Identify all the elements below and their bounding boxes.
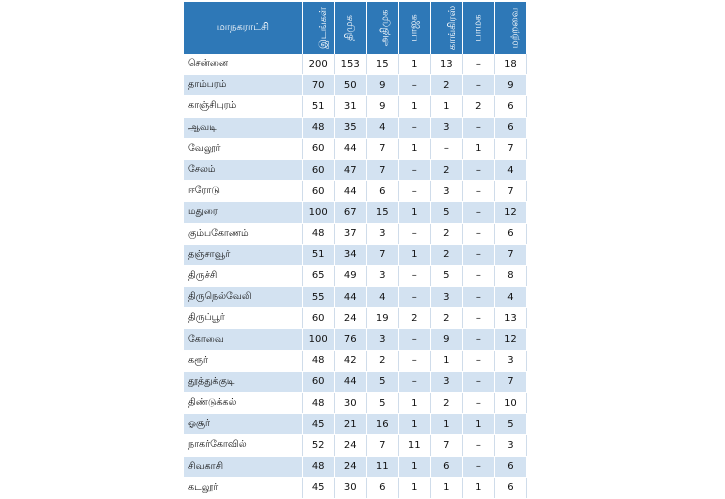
column-header-label: அதிமுக (379, 9, 391, 47)
seat-count-cell: 3 (494, 350, 526, 371)
seat-count-cell: – (398, 223, 430, 244)
seat-count-cell: 76 (334, 329, 366, 350)
seat-count-cell: – (462, 117, 494, 138)
seat-count-cell: 1 (430, 96, 462, 117)
seat-count-cell: 100 (302, 329, 334, 350)
seat-count-cell: – (398, 117, 430, 138)
column-header-label: பாஜக (408, 14, 420, 42)
seat-count-cell: – (462, 287, 494, 308)
corporation-name-cell: கரூர் (184, 350, 302, 371)
seat-count-cell: – (398, 265, 430, 286)
seat-count-cell: 60 (302, 308, 334, 329)
seat-count-cell: 6 (430, 456, 462, 477)
seat-count-cell: 3 (430, 287, 462, 308)
seat-count-cell: – (398, 371, 430, 392)
seat-count-cell: 60 (302, 181, 334, 202)
seat-count-cell: 45 (302, 414, 334, 435)
header-pmk (462, 2, 494, 54)
table-row (184, 456, 527, 477)
seat-count-cell: 1 (398, 477, 430, 498)
seat-count-cell: – (398, 329, 430, 350)
header-bjp (398, 2, 430, 54)
seat-count-cell: 1 (430, 350, 462, 371)
corporation-name-cell: தஞ்சாவூர் (184, 244, 302, 265)
seat-count-cell: 7 (430, 435, 462, 456)
corporation-name-cell: காஞ்சிபுரம் (184, 96, 302, 117)
seat-count-cell: 60 (302, 138, 334, 159)
seat-count-cell: 30 (334, 477, 366, 498)
seat-count-cell: 1 (398, 96, 430, 117)
table-row (184, 287, 527, 308)
seat-count-cell: – (462, 393, 494, 414)
table-row (184, 159, 527, 180)
table-row (184, 181, 527, 202)
column-header-label: இடங்கள் (317, 7, 329, 49)
column-header-label: திமுக (344, 15, 356, 41)
seat-count-cell: 1 (398, 244, 430, 265)
column-header-label: பாமக (472, 14, 484, 42)
seat-count-cell: – (398, 287, 430, 308)
seat-count-cell: 48 (302, 393, 334, 414)
seat-count-cell: – (462, 244, 494, 265)
header-others (494, 2, 526, 54)
seat-count-cell: 7 (366, 138, 398, 159)
table-row (184, 393, 527, 414)
seat-count-cell: 6 (366, 477, 398, 498)
header-corporation (184, 2, 302, 54)
seat-count-cell: – (462, 202, 494, 223)
corporation-name-cell: வேலூர் (184, 138, 302, 159)
seat-count-cell: – (462, 329, 494, 350)
seat-count-cell: 3 (430, 117, 462, 138)
table-row (184, 202, 527, 223)
corporation-name-cell: கும்பகோணம் (184, 223, 302, 244)
corporation-name-cell: ஆவடி (184, 117, 302, 138)
seat-count-cell: 2 (462, 96, 494, 117)
seat-count-cell: 51 (302, 244, 334, 265)
seat-count-cell: – (398, 350, 430, 371)
seat-count-cell: 1 (398, 456, 430, 477)
seat-count-cell: 50 (334, 75, 366, 96)
table-body (184, 54, 527, 498)
corporation-name-cell: மதுரை (184, 202, 302, 223)
seat-count-cell: – (462, 181, 494, 202)
seat-count-cell: 65 (302, 265, 334, 286)
corporation-name-cell: கோவை (184, 329, 302, 350)
results-table (184, 2, 527, 499)
corporation-name-cell: நாகர்கோவில் (184, 435, 302, 456)
seat-count-cell: 2 (430, 244, 462, 265)
seat-count-cell: 37 (334, 223, 366, 244)
seat-count-cell: 52 (302, 435, 334, 456)
corporation-name-cell: ஓசூர் (184, 414, 302, 435)
seat-count-cell: 5 (366, 371, 398, 392)
header-admk (366, 2, 398, 54)
seat-count-cell: 1 (398, 414, 430, 435)
table-row (184, 265, 527, 286)
table-row (184, 414, 527, 435)
seat-count-cell: 30 (334, 393, 366, 414)
header-seats (302, 2, 334, 54)
seat-count-cell: 1 (462, 138, 494, 159)
seat-count-cell: – (462, 350, 494, 371)
seat-count-cell: 6 (494, 96, 526, 117)
seat-count-cell: 2 (430, 75, 462, 96)
table-row (184, 350, 527, 371)
seat-count-cell: 10 (494, 393, 526, 414)
seat-count-cell: 48 (302, 117, 334, 138)
table-row (184, 435, 527, 456)
seat-count-cell: – (462, 308, 494, 329)
seat-count-cell: 2 (430, 308, 462, 329)
table-row (184, 477, 527, 498)
seat-count-cell: 5 (430, 265, 462, 286)
seat-count-cell: 24 (334, 456, 366, 477)
seat-count-cell: 6 (494, 477, 526, 498)
corporation-name-cell: திண்டுக்கல் (184, 393, 302, 414)
seat-count-cell: 7 (366, 159, 398, 180)
header-dmk (334, 2, 366, 54)
seat-count-cell: 31 (334, 96, 366, 117)
seat-count-cell: 18 (494, 54, 526, 75)
seat-count-cell: 15 (366, 54, 398, 75)
seat-count-cell: 7 (494, 138, 526, 159)
seat-count-cell: 12 (494, 202, 526, 223)
seat-count-cell: 100 (302, 202, 334, 223)
seat-count-cell: 3 (430, 181, 462, 202)
seat-count-cell: – (462, 456, 494, 477)
seat-count-cell: 1 (398, 138, 430, 159)
seat-count-cell: 24 (334, 308, 366, 329)
corporation-name-cell: திருப்பூர் (184, 308, 302, 329)
seat-count-cell: 51 (302, 96, 334, 117)
table-row (184, 329, 527, 350)
seat-count-cell: 1 (462, 414, 494, 435)
seat-count-cell: – (462, 371, 494, 392)
table-row (184, 371, 527, 392)
seat-count-cell: 6 (494, 223, 526, 244)
seat-count-cell: – (462, 54, 494, 75)
seat-count-cell: 4 (366, 117, 398, 138)
seat-count-cell: 12 (494, 329, 526, 350)
seat-count-cell: 47 (334, 159, 366, 180)
seat-count-cell: 1 (398, 393, 430, 414)
seat-count-cell: 60 (302, 159, 334, 180)
seat-count-cell: – (462, 159, 494, 180)
seat-count-cell: 1 (430, 414, 462, 435)
seat-count-cell: – (398, 159, 430, 180)
seat-count-cell: – (430, 138, 462, 159)
seat-count-cell: 15 (366, 202, 398, 223)
seat-count-cell: 3 (430, 371, 462, 392)
seat-count-cell: 1 (430, 477, 462, 498)
table-row (184, 96, 527, 117)
corporation-name-cell: திருநெல்வேலி (184, 287, 302, 308)
seat-count-cell: 8 (494, 265, 526, 286)
seat-count-cell: 48 (302, 456, 334, 477)
seat-count-cell: 7 (494, 244, 526, 265)
column-header-label: மற்றவை (509, 7, 521, 49)
seat-count-cell: 48 (302, 223, 334, 244)
seat-count-cell: 55 (302, 287, 334, 308)
seat-count-cell: 49 (334, 265, 366, 286)
seat-count-cell: 2 (430, 393, 462, 414)
column-header-label: காங்கிரஸ் (447, 5, 459, 51)
table-row (184, 223, 527, 244)
seat-count-cell: 44 (334, 371, 366, 392)
seat-count-cell: 2 (430, 223, 462, 244)
corporation-name-cell: சிவகாசி (184, 456, 302, 477)
seat-count-cell: 1 (462, 477, 494, 498)
seat-count-cell: 13 (494, 308, 526, 329)
seat-count-cell: 5 (430, 202, 462, 223)
seat-count-cell: 9 (366, 96, 398, 117)
seat-count-cell: – (462, 435, 494, 456)
seat-count-cell: 7 (366, 244, 398, 265)
table-row (184, 138, 527, 159)
seat-count-cell: 153 (334, 54, 366, 75)
corporation-name-cell: தூத்துக்குடி (184, 371, 302, 392)
seat-count-cell: 4 (494, 159, 526, 180)
seat-count-cell: 9 (494, 75, 526, 96)
seat-count-cell: 19 (366, 308, 398, 329)
seat-count-cell: 44 (334, 287, 366, 308)
seat-count-cell: 70 (302, 75, 334, 96)
seat-count-cell: 2 (398, 308, 430, 329)
seat-count-cell: 3 (494, 435, 526, 456)
seat-count-cell: 67 (334, 202, 366, 223)
seat-count-cell: 3 (366, 329, 398, 350)
results-table-container (184, 2, 527, 499)
seat-count-cell: 200 (302, 54, 334, 75)
corporation-name-cell: ஈரோடு (184, 181, 302, 202)
seat-count-cell: 45 (302, 477, 334, 498)
corporation-name-cell: சென்னை (184, 54, 302, 75)
header-congress (430, 2, 462, 54)
seat-count-cell: 7 (494, 371, 526, 392)
seat-count-cell: 9 (366, 75, 398, 96)
seat-count-cell: 24 (334, 435, 366, 456)
seat-count-cell: – (398, 75, 430, 96)
column-header-label: மாநகராட்சி (216, 22, 269, 33)
seat-count-cell: – (462, 265, 494, 286)
seat-count-cell: 7 (366, 435, 398, 456)
seat-count-cell: 16 (366, 414, 398, 435)
seat-count-cell: – (462, 223, 494, 244)
header-row (184, 2, 527, 54)
seat-count-cell: 6 (494, 456, 526, 477)
corporation-name-cell: கடலூர் (184, 477, 302, 498)
seat-count-cell: 7 (494, 181, 526, 202)
seat-count-cell: 3 (366, 223, 398, 244)
seat-count-cell: 44 (334, 138, 366, 159)
seat-count-cell: 2 (430, 159, 462, 180)
seat-count-cell: 60 (302, 371, 334, 392)
seat-count-cell: – (462, 75, 494, 96)
corporation-name-cell: சேலம் (184, 159, 302, 180)
corporation-name-cell: தாம்பரம் (184, 75, 302, 96)
seat-count-cell: 35 (334, 117, 366, 138)
seat-count-cell: 4 (494, 287, 526, 308)
seat-count-cell: – (398, 181, 430, 202)
table-row (184, 117, 527, 138)
table-row (184, 244, 527, 265)
seat-count-cell: 6 (366, 181, 398, 202)
seat-count-cell: 34 (334, 244, 366, 265)
seat-count-cell: 11 (398, 435, 430, 456)
table-row (184, 308, 527, 329)
table-row (184, 75, 527, 96)
seat-count-cell: 48 (302, 350, 334, 371)
seat-count-cell: 1 (398, 202, 430, 223)
seat-count-cell: 11 (366, 456, 398, 477)
seat-count-cell: 3 (366, 265, 398, 286)
table-row (184, 54, 527, 75)
corporation-name-cell: திருச்சி (184, 265, 302, 286)
seat-count-cell: 21 (334, 414, 366, 435)
seat-count-cell: 42 (334, 350, 366, 371)
seat-count-cell: 6 (494, 117, 526, 138)
seat-count-cell: 4 (366, 287, 398, 308)
seat-count-cell: 1 (398, 54, 430, 75)
seat-count-cell: 13 (430, 54, 462, 75)
seat-count-cell: 9 (430, 329, 462, 350)
seat-count-cell: 2 (366, 350, 398, 371)
seat-count-cell: 5 (494, 414, 526, 435)
seat-count-cell: 44 (334, 181, 366, 202)
seat-count-cell: 5 (366, 393, 398, 414)
